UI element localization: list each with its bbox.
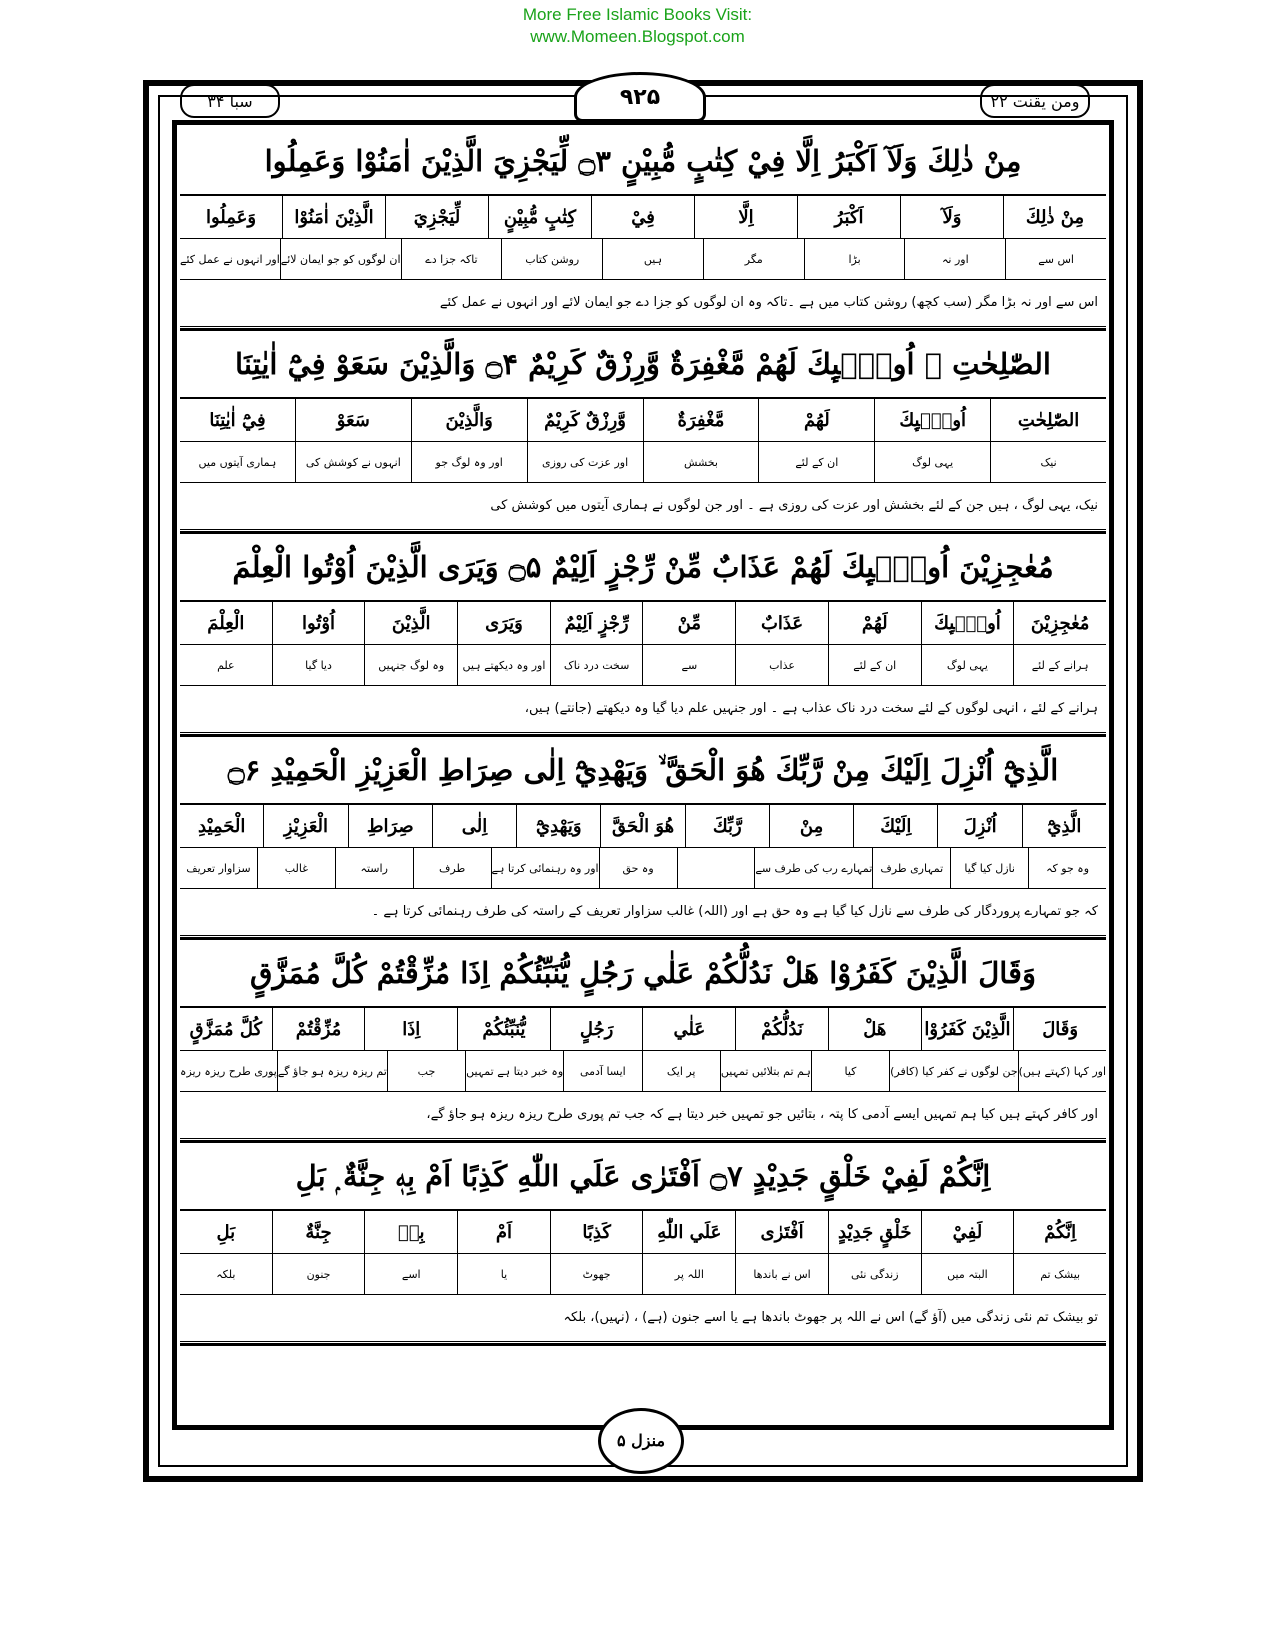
- urdu-meaning-cell: زندگی نئی: [828, 1254, 921, 1294]
- arabic-word-cell: هَلْ: [828, 1008, 921, 1050]
- arabic-word-cell: الْحَمِيْدِ: [198, 815, 246, 837]
- arabic-word-cell: الصّٰلِحٰتِ: [990, 399, 1106, 441]
- arabic-word-cell: مِنْ: [769, 805, 853, 847]
- urdu-meaning-cell: بلکہ: [216, 1267, 236, 1281]
- urdu-translation-line: تو بیشک تم نئی زندگی میں (آؤ گے) اس نے اللہ پر جھوٹ باندھا ہے یا اسے جنون (ہے) ، (نہیں)، بلکہ: [180, 1295, 1106, 1344]
- urdu-meaning-cell: علم: [217, 658, 235, 672]
- arabic-word-cell: كُلَّ مُمَزَّقٍ: [189, 1018, 263, 1040]
- arabic-word-cell: وَيَرَى: [457, 602, 550, 644]
- page-content: [180, 128, 1106, 1346]
- arabic-word-cell: اَفْتَرٰى: [735, 1211, 828, 1253]
- urdu-meaning-cell: اور وہ لوگ جو: [411, 442, 527, 482]
- arabic-word-cell: وَلَآ: [900, 196, 1003, 238]
- arabic-word-cell: مُزِّقْتُمْ: [272, 1008, 365, 1050]
- watermark: [0, 4, 1275, 48]
- arabic-word-cell: سَعَوْ: [295, 399, 411, 441]
- arabic-word-cell: اُولٰۗىِٕكَ: [874, 399, 990, 441]
- arabic-word-cell: رَجُلٍ: [550, 1008, 643, 1050]
- urdu-translation-line: اس سے اور نہ بڑا مگر (سب کچھ) روشن کتاب میں ہے ۔تاکہ وہ ان لوگوں کو جزا دے جو ایمان لائے اور انہوں نے عمل کئے: [180, 280, 1106, 329]
- arabic-word-cell: عَلٰي: [642, 1008, 735, 1050]
- arabic-word-cell: عَلَي اللّٰهِ: [642, 1211, 735, 1253]
- urdu-meaning-cell: مگر: [703, 239, 804, 279]
- arabic-word-cell: لِّيَجْزِيَ: [385, 196, 488, 238]
- urdu-meaning-cell: روشن کتاب: [501, 239, 602, 279]
- verse-block: [180, 940, 1106, 1143]
- verse-block: [180, 737, 1106, 940]
- verse-block: [180, 534, 1106, 737]
- arabic-word-cell: اِلٰى: [432, 805, 516, 847]
- word-row: [180, 602, 1106, 645]
- arabic-word-cell: صِرَاطِ: [348, 805, 432, 847]
- word-row: [180, 1211, 1106, 1254]
- arabic-word-cell: اِذَا: [364, 1008, 457, 1050]
- word-row: [180, 399, 1106, 442]
- urdu-translation-line: اور کافر کہتے ہیں کیا ہم تمہیں ایسے آدمی کا پتہ ، بتائیں جو تمہیں خبر دیتا ہے کہ جب تم پوری طرح ریزہ ریزہ ہو جاؤ گے،: [180, 1092, 1106, 1141]
- arabic-word-cell: كَذِبًا: [550, 1211, 643, 1253]
- urdu-meaning-cell: [677, 848, 755, 888]
- urdu-meaning-cell: جنون: [272, 1254, 365, 1294]
- arabic-verse-line: مِنْ ذٰلِكَ وَلَآ اَكْبَرُ اِلَّا فِيْ كِتٰبٍ مُّبِيْنٍ ۝۳ لِّيَجْزِيَ الَّذِيْنَ اٰمَنُوْا وَعَمِلُوا: [180, 128, 1106, 196]
- urdu-translation-line: نیک، یہی لوگ ، ہیں جن کے لئے بخشش اور عزت کی روزی ہے ۔ اور جن لوگوں نے ہماری آیتوں میں کوشش کی: [180, 483, 1106, 532]
- urdu-meaning-cell: یہی لوگ: [921, 645, 1014, 685]
- urdu-meaning-cell: تاکہ جزا دے: [401, 239, 502, 279]
- arabic-word-cell: الَّذِيْٓ: [1022, 805, 1106, 847]
- arabic-verse-line: مُعٰجِزِيْنَ اُولٰۗىِٕكَ لَهُمْ عَذَابٌ مِّنْ رِّجْزٍ اَلِيْمٌ ۝۵ وَيَرَى الَّذِيْنَ اُوْتُوا الْعِلْمَ: [180, 534, 1106, 602]
- arabic-word-cell: لَهُمْ: [758, 399, 874, 441]
- arabic-word-cell: اِنَّكُمْ: [1013, 1211, 1106, 1253]
- urdu-meaning-cell: نیک: [990, 442, 1106, 482]
- arabic-verse-line: وَقَالَ الَّذِيْنَ كَفَرُوْا هَلْ نَدُلُّكُمْ عَلٰي رَجُلٍ يُّنَبِّئُكُمْ اِذَا مُزِّقْتُمْ كُلَّ مُمَزَّقٍ: [180, 940, 1106, 1008]
- meaning-row: [180, 1051, 1106, 1092]
- arabic-word-cell: اُولٰۗىِٕكَ: [921, 602, 1014, 644]
- arabic-word-cell: الَّذِيْنَ: [364, 602, 457, 644]
- manzil-badge: منزل ۵: [598, 1408, 684, 1474]
- urdu-meaning-cell: جھوٹ: [550, 1254, 643, 1294]
- urdu-meaning-cell: بیشک تم: [1013, 1254, 1106, 1294]
- urdu-meaning-cell: ان کے لئے: [758, 442, 874, 482]
- urdu-meaning-cell: جب: [387, 1051, 465, 1091]
- watermark-line-2: www.Momeen.Blogspot.com: [530, 27, 745, 46]
- verse-block: [180, 1143, 1106, 1346]
- arabic-word-cell: اَمْ: [457, 1211, 550, 1253]
- arabic-word-cell: فِيْٓ اٰيٰتِنَا: [209, 409, 266, 431]
- urdu-meaning-cell: سے: [642, 645, 735, 685]
- urdu-meaning-cell: وہ لوگ جنہیں: [364, 645, 457, 685]
- meaning-row: [180, 239, 1106, 280]
- arabic-verse-line: اِنَّكُمْ لَفِيْ خَلْقٍ جَدِيْدٍ ۝۷ اَفْتَرٰى عَلَي اللّٰهِ كَذِبًا اَمْ بِهٖ جِنَّةٌ ۭ بَلِ: [180, 1143, 1106, 1211]
- arabic-word-cell: خَلْقٍ جَدِيْدٍ: [828, 1211, 921, 1253]
- urdu-meaning-cell: اور کہا (کہتے ہیں): [1018, 1051, 1106, 1091]
- arabic-word-cell: رَّبِّكَ: [685, 805, 769, 847]
- page-number: ۹۲۵: [574, 72, 706, 122]
- arabic-word-cell: اِلَّا: [694, 196, 797, 238]
- urdu-meaning-cell: سخت درد ناک: [550, 645, 643, 685]
- arabic-word-cell: يُّنَبِّئُكُمْ: [457, 1008, 550, 1050]
- urdu-meaning-cell: ایسا آدمی: [563, 1051, 641, 1091]
- urdu-meaning-cell: دیا گیا: [272, 645, 365, 685]
- meaning-row: [180, 848, 1106, 889]
- urdu-meaning-cell: تمہارے رب کی طرف سے: [754, 848, 872, 888]
- arabic-word-cell: هُوَ الْحَقَّ: [600, 805, 684, 847]
- arabic-word-cell: بِهٖ: [364, 1211, 457, 1253]
- arabic-word-cell: مِنْ ذٰلِكَ: [1003, 196, 1106, 238]
- urdu-meaning-cell: وہ خبر دیتا ہے تمہیں: [465, 1051, 563, 1091]
- urdu-meaning-cell: راستہ: [335, 848, 413, 888]
- arabic-word-cell: وَقَالَ: [1013, 1008, 1106, 1050]
- urdu-meaning-cell: اس سے: [1005, 239, 1106, 279]
- arabic-word-cell: مَّغْفِرَةٌ: [643, 399, 759, 441]
- arabic-word-cell: الَّذِيْنَ اٰمَنُوْا: [282, 196, 385, 238]
- urdu-meaning-cell: اور انہوں نے عمل کئے: [180, 252, 280, 266]
- urdu-meaning-cell: اور عزت کی روزی: [527, 442, 643, 482]
- urdu-meaning-cell: عذاب: [735, 645, 828, 685]
- arabic-word-cell: وَّرِزْقٌ كَرِيْمٌ: [527, 399, 643, 441]
- arabic-word-cell: جِنَّةٌ: [272, 1211, 365, 1253]
- arabic-word-cell: وَيَهْدِيْٓ: [516, 805, 600, 847]
- urdu-meaning-cell: نازل کیا گیا: [950, 848, 1028, 888]
- verse-block: [180, 128, 1106, 331]
- arabic-word-cell: لَفِيْ: [921, 1211, 1014, 1253]
- urdu-meaning-cell: اسے: [364, 1254, 457, 1294]
- urdu-meaning-cell: سزاوار تعریف: [186, 861, 251, 875]
- urdu-meaning-cell: پر ایک: [642, 1051, 720, 1091]
- arabic-word-cell: وَالَّذِيْنَ: [411, 399, 527, 441]
- word-row: [180, 1008, 1106, 1051]
- urdu-meaning-cell: البتہ میں: [921, 1254, 1014, 1294]
- urdu-meaning-cell: جن لوگوں نے کفر کیا (کافر): [889, 1051, 1017, 1091]
- urdu-meaning-cell: ان لوگوں کو جو ایمان لائے: [280, 239, 401, 279]
- arabic-word-cell: رِّجْزٍ اَلِيْمٌ: [550, 602, 643, 644]
- word-row: [180, 805, 1106, 848]
- arabic-word-cell: اُنْزِلَ: [937, 805, 1021, 847]
- arabic-word-cell: كِتٰبٍ مُّبِيْنٍ: [488, 196, 591, 238]
- arabic-word-cell: لَهُمْ: [828, 602, 921, 644]
- arabic-verse-line: الَّذِيْٓ اُنْزِلَ اِلَيْكَ مِنْ رَّبِّكَ هُوَ الْحَقَّ ۙ وَيَهْدِيْٓ اِلٰى صِرَاطِ الْعَزِيْزِ الْحَمِيْدِ ۝۶: [180, 737, 1106, 805]
- word-row: [180, 196, 1106, 239]
- urdu-meaning-cell: ہماری آیتوں میں: [198, 455, 277, 469]
- urdu-meaning-cell: اور وہ رہنمائی کرتا ہے: [491, 848, 599, 888]
- arabic-word-cell: مِّنْ: [642, 602, 735, 644]
- arabic-word-cell: اَكْبَرُ: [797, 196, 900, 238]
- urdu-meaning-cell: اس نے باندھا: [735, 1254, 828, 1294]
- arabic-word-cell: الْعَزِيْزِ: [263, 805, 347, 847]
- urdu-meaning-cell: اور وہ دیکھتے ہیں: [457, 645, 550, 685]
- urdu-meaning-cell: یا: [457, 1254, 550, 1294]
- urdu-meaning-cell: اللہ پر: [642, 1254, 735, 1294]
- urdu-meaning-cell: ان کے لئے: [828, 645, 921, 685]
- urdu-meaning-cell: طرف: [413, 848, 491, 888]
- arabic-word-cell: اِلَيْكَ: [853, 805, 937, 847]
- arabic-word-cell: الْعِلْمَ: [207, 612, 245, 634]
- arabic-word-cell: مُعٰجِزِيْنَ: [1013, 602, 1106, 644]
- surah-name-label: سبا ۳۴: [180, 84, 280, 118]
- urdu-meaning-cell: تمہاری طرف: [872, 848, 950, 888]
- urdu-meaning-cell: بخشش: [643, 442, 759, 482]
- arabic-word-cell: فِيْ: [591, 196, 694, 238]
- urdu-meaning-cell: کیا: [811, 1051, 889, 1091]
- arabic-word-cell: بَلِ: [216, 1221, 236, 1243]
- urdu-meaning-cell: ہرانے کے لئے: [1013, 645, 1106, 685]
- arabic-word-cell: نَدُلُّكُمْ: [735, 1008, 828, 1050]
- watermark-line-1: More Free Islamic Books Visit:: [522, 5, 753, 24]
- arabic-word-cell: اُوْتُوا: [272, 602, 365, 644]
- urdu-meaning-cell: ہم تم بتلائیں تمہیں: [720, 1051, 811, 1091]
- urdu-meaning-cell: تم ریزہ ریزہ ہو جاؤ گے: [277, 1051, 387, 1091]
- verse-block: [180, 331, 1106, 534]
- meaning-row: [180, 1254, 1106, 1295]
- urdu-meaning-cell: وہ جو کہ: [1028, 848, 1106, 888]
- meaning-row: [180, 645, 1106, 686]
- arabic-word-cell: وَعَمِلُوا: [205, 206, 257, 228]
- urdu-translation-line: ہرانے کے لئے ، انہی لوگوں کے لئے سخت درد ناک عذاب ہے ۔ اور جنہیں علم دیا گیا وہ دیکھتے (جانتے) ہیں،: [180, 686, 1106, 735]
- arabic-word-cell: الَّذِيْنَ كَفَرُوْا: [921, 1008, 1014, 1050]
- meaning-row: [180, 442, 1106, 483]
- para-name-label: ومن یقنت ۲۲: [980, 84, 1090, 118]
- arabic-word-cell: عَذَابٌ: [735, 602, 828, 644]
- urdu-meaning-cell: اور نہ: [904, 239, 1005, 279]
- urdu-meaning-cell: انہوں نے کوشش کی: [295, 442, 411, 482]
- urdu-meaning-cell: یہی لوگ: [874, 442, 990, 482]
- arabic-verse-line: الصّٰلِحٰتِ ۭ اُولٰۗىِٕكَ لَهُمْ مَّغْفِرَةٌ وَّرِزْقٌ كَرِيْمٌ ۝۴ وَالَّذِيْنَ سَعَوْ فِيْٓ اٰيٰتِنَا: [180, 331, 1106, 399]
- urdu-meaning-cell: وہ حق: [599, 848, 677, 888]
- urdu-meaning-cell: ہیں: [602, 239, 703, 279]
- urdu-meaning-cell: غالب: [257, 848, 335, 888]
- urdu-meaning-cell: بڑا: [804, 239, 905, 279]
- urdu-meaning-cell: پوری طرح ریزہ ریزہ: [180, 1064, 277, 1078]
- urdu-translation-line: کہ جو تمہارے پروردگار کی طرف سے نازل کیا گیا ہے وہ حق ہے اور (اللہ) غالب سزاوار تعریف کے راستہ کی طرف رہنمائی کرتا ہے ۔: [180, 889, 1106, 938]
